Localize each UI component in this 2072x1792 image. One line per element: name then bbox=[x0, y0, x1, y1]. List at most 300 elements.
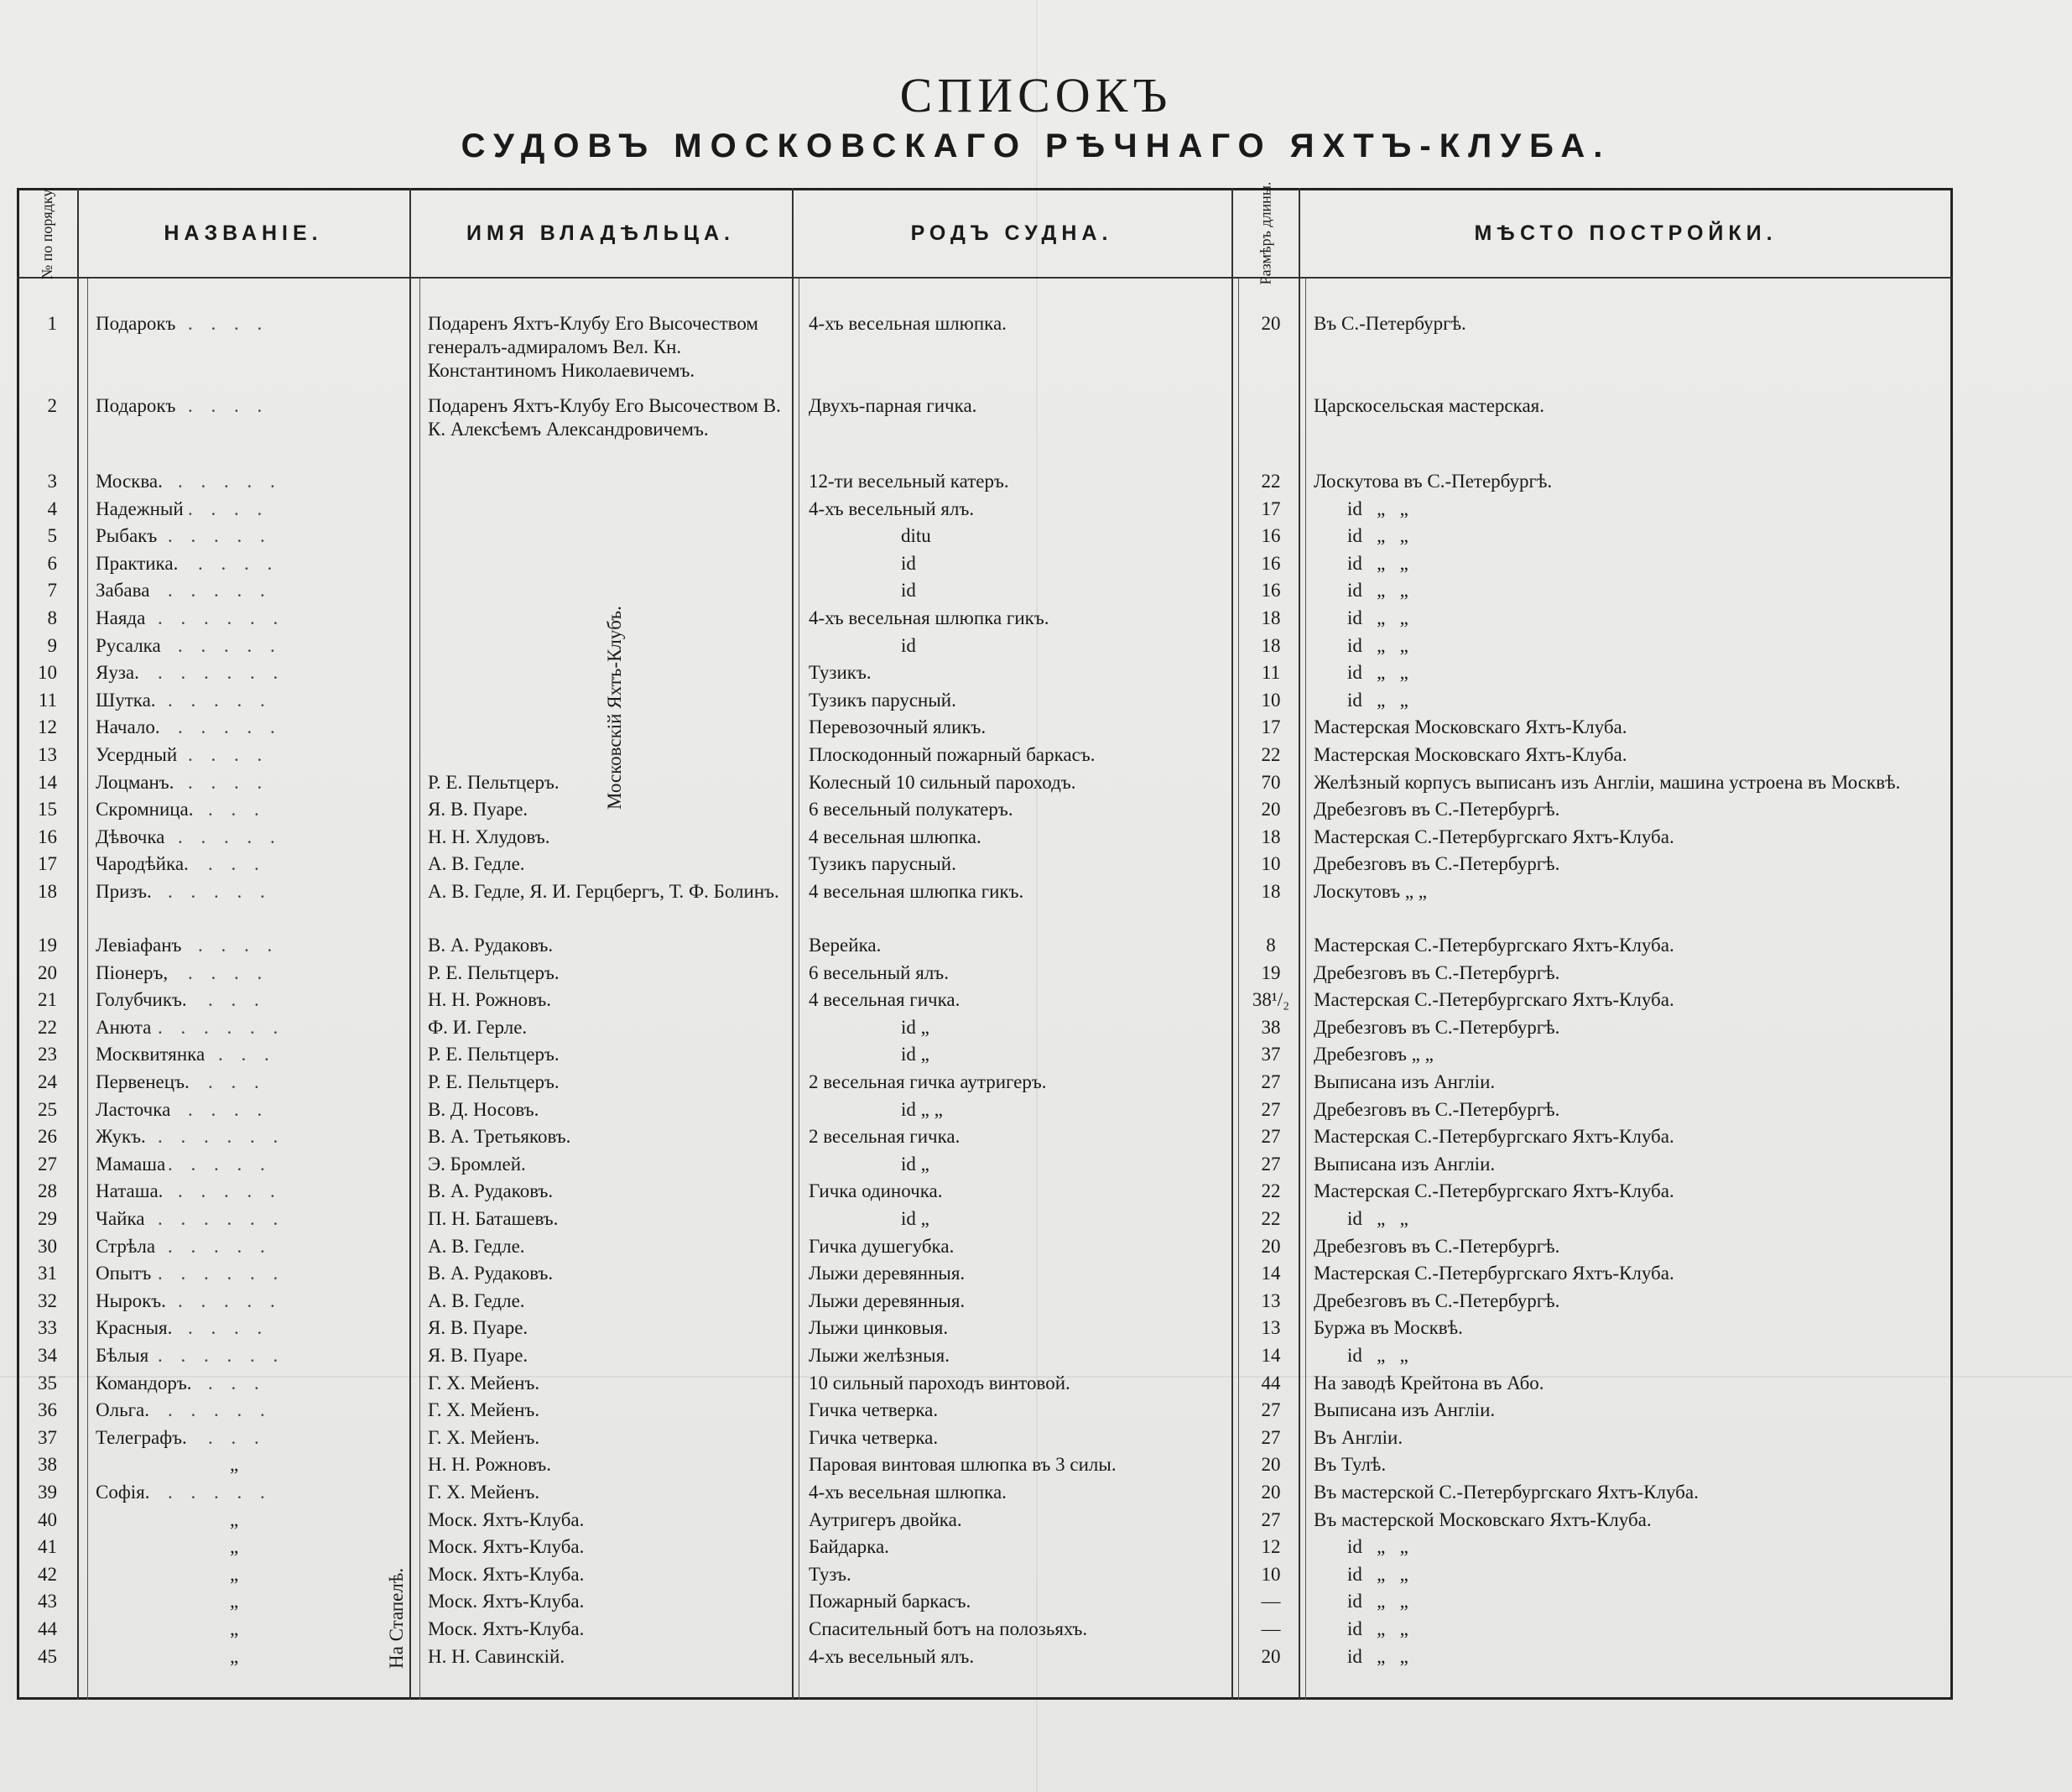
cell-place: id „ „ bbox=[1347, 634, 1408, 656]
cell-size: 22 bbox=[1261, 1208, 1281, 1229]
cell-owner: Г. Х. Мейенъ. bbox=[428, 1426, 540, 1448]
cell-no: 31 bbox=[38, 1263, 57, 1284]
cell-size: 38 bbox=[1261, 1016, 1281, 1038]
cell-no: 35 bbox=[38, 1372, 57, 1393]
cell-name: Ласточка bbox=[96, 1098, 171, 1120]
cell-name: Призъ. bbox=[96, 881, 152, 902]
cell-type: id bbox=[901, 580, 916, 602]
cell-name: „ bbox=[230, 1618, 239, 1639]
cell-size: 20 bbox=[1261, 1645, 1281, 1667]
cell-no: 38 bbox=[38, 1454, 57, 1476]
leader-dots: . . . . bbox=[188, 313, 269, 334]
cell-size: 38¹/₂ bbox=[1252, 989, 1290, 1011]
cell-owner: Я. В. Пуаре. bbox=[428, 1345, 528, 1366]
cell-type: id „ bbox=[901, 1208, 929, 1229]
cell-no: 40 bbox=[38, 1508, 57, 1530]
cell-size: 27 bbox=[1261, 1399, 1281, 1421]
cell-name: Скромница. bbox=[96, 799, 194, 820]
leader-dots: . . . . . . bbox=[158, 1126, 285, 1148]
cell-no: 16 bbox=[38, 826, 57, 847]
cell-owner: Моск. Яхтъ-Клуба. bbox=[428, 1591, 585, 1612]
leader-dots: . . . . . bbox=[168, 881, 272, 902]
cell-no: 17 bbox=[38, 853, 57, 875]
leader-dots: . . . . bbox=[198, 552, 279, 574]
cell-type: id „ „ bbox=[901, 1098, 943, 1120]
cell-type: ditu bbox=[901, 525, 931, 547]
cell-size: 11 bbox=[1261, 662, 1281, 684]
cell-size: 20 bbox=[1261, 1454, 1281, 1476]
cell-size: 22 bbox=[1261, 1180, 1281, 1202]
cell-type: Колесный 10 сильный пароходъ. bbox=[809, 771, 1076, 793]
cell-name: Нырокъ. bbox=[96, 1289, 166, 1311]
cell-place: id „ „ bbox=[1347, 1645, 1408, 1667]
cell-no: 36 bbox=[38, 1399, 57, 1421]
cell-place: id „ „ bbox=[1347, 662, 1408, 684]
cell-size: 20 bbox=[1261, 313, 1281, 334]
cell-owner: Моск. Яхтъ-Клуба. bbox=[428, 1618, 585, 1639]
cell-name: Опытъ bbox=[96, 1263, 152, 1284]
leader-dots: . . . bbox=[208, 1372, 266, 1393]
cell-owner: Моск. Яхтъ-Клуба. bbox=[428, 1563, 585, 1585]
cell-place: Дребезговъ въ С.-Петербургѣ. bbox=[1314, 1289, 1560, 1311]
cell-type: Гичка душегубка. bbox=[809, 1235, 955, 1257]
col-divider-no bbox=[77, 188, 79, 1700]
vessel-table bbox=[17, 181, 1953, 1700]
cell-name: Москвитянка bbox=[96, 1044, 206, 1065]
cell-owner: Н. Н. Хлудовъ. bbox=[428, 826, 550, 847]
cell-size: 10 bbox=[1261, 689, 1281, 711]
cell-size: 14 bbox=[1261, 1263, 1281, 1284]
cell-name: Анюта bbox=[96, 1016, 152, 1038]
cell-size: 20 bbox=[1261, 1235, 1281, 1257]
cell-name: Чайка bbox=[96, 1208, 145, 1229]
cell-no: 3 bbox=[47, 471, 57, 492]
cell-place: Дребезговъ въ С.-Петербургѣ. bbox=[1314, 1016, 1560, 1038]
cell-name: Жукъ. bbox=[96, 1126, 146, 1148]
cell-no: 18 bbox=[38, 881, 57, 902]
cell-name: Стрѣла bbox=[96, 1235, 156, 1257]
cell-place: На заводѣ Крейтона въ Або. bbox=[1314, 1372, 1544, 1393]
cell-size: 16 bbox=[1261, 580, 1281, 602]
col-divider-name bbox=[409, 188, 411, 1700]
cell-no: 20 bbox=[38, 961, 57, 983]
cell-name: „ bbox=[230, 1645, 239, 1667]
cell-size: 13 bbox=[1261, 1289, 1281, 1311]
cell-place: Мастерская С.-Петербургскаго Яхтъ-Клуба. bbox=[1314, 1126, 1674, 1148]
cell-place: id „ „ bbox=[1347, 525, 1408, 547]
cell-owner: Р. Е. Пельтцеръ. bbox=[428, 771, 560, 793]
cell-size: — bbox=[1261, 1618, 1281, 1639]
cell-name: Командоръ. bbox=[96, 1372, 192, 1393]
cell-place: Мастерская С.-Петербургскаго Яхтъ-Клуба. bbox=[1314, 1263, 1674, 1284]
leader-dots: . . . . bbox=[188, 497, 269, 519]
cell-owner: Моск. Яхтъ-Клуба. bbox=[428, 1536, 585, 1558]
cell-type: 12-ти весельный катеръ. bbox=[809, 471, 1009, 492]
cell-type: 2 весельная гичка аутригеръ. bbox=[809, 1071, 1047, 1092]
cell-no: 42 bbox=[38, 1563, 57, 1585]
cell-place: Мастерская Московскаго Яхтъ-Клуба. bbox=[1314, 716, 1627, 738]
cell-name: Рыбакъ bbox=[96, 525, 158, 547]
cell-owner: Я. В. Пуаре. bbox=[428, 799, 528, 820]
cell-size: 18 bbox=[1261, 826, 1281, 847]
cell-name: „ bbox=[230, 1563, 239, 1585]
cell-name: Софія. bbox=[96, 1482, 150, 1503]
leader-dots: . . . . . bbox=[168, 580, 272, 602]
cell-place: Выписана изъ Англіи. bbox=[1314, 1071, 1496, 1092]
cell-size: 18 bbox=[1261, 607, 1281, 628]
cell-type: 4 весельная шлюпка гикъ. bbox=[809, 881, 1024, 902]
cell-name: Усердный bbox=[96, 744, 178, 765]
cell-type: Верейка. bbox=[809, 935, 882, 956]
cell-owner: Подаренъ Яхтъ-Клубу Его Высочеством генералъ-адмираломъ Вел. Кн. Константиномъ Николаевичемъ. bbox=[428, 313, 758, 381]
header-no: № по порядку. bbox=[39, 186, 56, 280]
cell-size: 12 bbox=[1261, 1536, 1281, 1558]
cell-owner: А. В. Гедле. bbox=[428, 1235, 525, 1257]
cell-owner: Подаренъ Яхтъ-Клубу Его Высочеством В. К. Алексѣемъ Александровичемъ. bbox=[428, 395, 781, 440]
cell-name: „ bbox=[230, 1454, 239, 1476]
cell-place: id „ „ bbox=[1347, 1536, 1408, 1558]
cell-size: 27 bbox=[1261, 1098, 1281, 1120]
cell-no: 8 bbox=[47, 607, 57, 628]
cell-no: 1 bbox=[47, 313, 57, 334]
cell-type: Гичка четверка. bbox=[809, 1399, 939, 1421]
leader-dots: . . . . bbox=[188, 771, 269, 793]
leader-dots: . . . bbox=[218, 1044, 276, 1065]
cell-no: 34 bbox=[38, 1345, 57, 1366]
cell-name: „ bbox=[230, 1508, 239, 1530]
cell-no: 21 bbox=[38, 989, 57, 1011]
cell-owner: А. В. Гедле, Я. И. Герцбергъ, Т. Ф. Болинъ. bbox=[428, 881, 779, 902]
cell-place: Желѣзный корпусъ выписанъ изъ Англіи, машина устроена въ Москвѣ. bbox=[1314, 771, 1901, 793]
cell-name: Наташа. bbox=[96, 1180, 164, 1202]
cell-owner: Г. Х. Мейенъ. bbox=[428, 1399, 540, 1421]
cell-size: 70 bbox=[1261, 771, 1281, 793]
cell-type: Аутригеръ двойка. bbox=[809, 1508, 962, 1530]
header-size: Размѣръ длины. bbox=[1257, 181, 1274, 285]
leader-dots: . . . . bbox=[188, 1317, 269, 1339]
cell-name: Дѣвочка bbox=[96, 826, 165, 847]
cell-no: 23 bbox=[38, 1044, 57, 1065]
cell-type: Тузикъ парусный. bbox=[809, 853, 956, 875]
cell-name: Мамаша bbox=[96, 1153, 166, 1175]
cell-name: Чародѣйка. bbox=[96, 853, 189, 875]
cell-type: 4-хъ весельная шлюпка гикъ. bbox=[809, 607, 1049, 628]
group-label-slipway: На Стапелѣ. bbox=[386, 1567, 407, 1670]
leader-dots: . . . . . bbox=[178, 1180, 282, 1202]
group-label-club: Московскій Яхтъ-Клубъ. bbox=[604, 606, 625, 810]
cell-place: Дребезговъ въ С.-Петербургѣ. bbox=[1314, 799, 1560, 820]
cell-type: 4-хъ весельный ялъ. bbox=[809, 1645, 975, 1667]
cell-type: Лыжи деревянныя. bbox=[809, 1289, 966, 1311]
cell-no: 9 bbox=[47, 634, 57, 656]
cell-name: Голубчикъ. bbox=[96, 989, 187, 1011]
cell-owner: В. А. Третьяковъ. bbox=[428, 1126, 571, 1148]
leader-dots: . . . . . bbox=[178, 1289, 282, 1311]
cell-no: 7 bbox=[47, 580, 57, 602]
leader-dots: . . . . . bbox=[168, 1399, 272, 1421]
cell-owner: Н. Н. Рожновъ. bbox=[428, 1454, 551, 1476]
cell-place: Дребезговъ въ С.-Петербургѣ. bbox=[1314, 1235, 1560, 1257]
cell-type: Байдарка. bbox=[809, 1536, 889, 1558]
body-line-no bbox=[87, 279, 88, 1700]
cell-size: 18 bbox=[1261, 634, 1281, 656]
cell-place: Въ Тулѣ. bbox=[1314, 1454, 1387, 1476]
cell-place: id „ „ bbox=[1347, 689, 1408, 711]
cell-name: Шутка. bbox=[96, 689, 156, 711]
cell-no: 44 bbox=[38, 1618, 57, 1639]
cell-type: Тузикъ. bbox=[809, 662, 872, 684]
cell-size: 18 bbox=[1261, 881, 1281, 902]
cell-owner: П. Н. Баташевъ. bbox=[428, 1208, 559, 1229]
cell-place: Мастерская С.-Петербургскаго Яхтъ-Клуба. bbox=[1314, 935, 1674, 956]
header-divider bbox=[17, 277, 1953, 279]
cell-type: Гичка четверка. bbox=[809, 1426, 939, 1448]
cell-size: 27 bbox=[1261, 1071, 1281, 1092]
cell-no: 45 bbox=[38, 1645, 57, 1667]
cell-type: Лыжи деревянныя. bbox=[809, 1263, 966, 1284]
cell-name: Забава bbox=[96, 580, 150, 602]
cell-place: id „ „ bbox=[1347, 1563, 1408, 1585]
cell-no: 30 bbox=[38, 1235, 57, 1257]
leader-dots: . . . . . bbox=[168, 1235, 272, 1257]
cell-name: Начало. bbox=[96, 716, 160, 738]
cell-no: 37 bbox=[38, 1426, 57, 1448]
cell-size: 27 bbox=[1261, 1126, 1281, 1148]
leader-dots: . . . . bbox=[188, 744, 269, 765]
leader-dots: . . . . . bbox=[178, 634, 282, 656]
cell-place: id „ „ bbox=[1347, 1208, 1408, 1229]
cell-type: Лыжи желѣзныя. bbox=[809, 1345, 950, 1366]
cell-size: 13 bbox=[1261, 1317, 1281, 1339]
cell-no: 25 bbox=[38, 1098, 57, 1120]
leader-dots: . . . . bbox=[188, 961, 269, 983]
cell-place: id „ „ bbox=[1347, 607, 1408, 628]
cell-place: Мастерская С.-Петербургскаго Яхтъ-Клуба. bbox=[1314, 989, 1674, 1011]
cell-name: Русалка bbox=[96, 634, 161, 656]
cell-type: 4-хъ весельная шлюпка. bbox=[809, 1482, 1007, 1503]
cell-size: 27 bbox=[1261, 1153, 1281, 1175]
cell-owner: В. Д. Носовъ. bbox=[428, 1098, 539, 1120]
header-name: НАЗВАНІЕ. bbox=[164, 221, 323, 245]
cell-place: Выписана изъ Англіи. bbox=[1314, 1399, 1496, 1421]
leader-dots: . . . . bbox=[198, 935, 279, 956]
cell-place: id „ „ bbox=[1347, 580, 1408, 602]
cell-no: 22 bbox=[38, 1016, 57, 1038]
cell-no: 29 bbox=[38, 1208, 57, 1229]
cell-place: Дребезговъ въ С.-Петербургѣ. bbox=[1314, 853, 1560, 875]
col-divider-type bbox=[1231, 188, 1233, 1700]
leader-dots: . . . . . . bbox=[158, 607, 285, 628]
cell-owner: Г. Х. Мейенъ. bbox=[428, 1482, 540, 1503]
leader-dots: . . . bbox=[208, 989, 266, 1011]
leader-dots: . . . bbox=[208, 1426, 266, 1448]
cell-owner: Э. Бромлей. bbox=[428, 1153, 526, 1175]
cell-no: 27 bbox=[38, 1153, 57, 1175]
cell-type: Перевозочный яликъ. bbox=[809, 716, 987, 738]
cell-owner: Н. Н. Савинскій. bbox=[428, 1645, 565, 1667]
cell-place: Въ Англіи. bbox=[1314, 1426, 1403, 1448]
cell-no: 2 bbox=[47, 395, 57, 416]
cell-type: 10 сильный пароходъ винтовой. bbox=[809, 1372, 1070, 1393]
cell-place: Лоскутовъ „ „ bbox=[1314, 881, 1428, 902]
cell-owner: Я. В. Пуаре. bbox=[428, 1317, 528, 1339]
cell-name: Практика. bbox=[96, 552, 179, 574]
cell-name: Красныя. bbox=[96, 1317, 173, 1339]
cell-owner: Ф. И. Герле. bbox=[428, 1016, 528, 1038]
cell-no: 11 bbox=[38, 689, 57, 711]
cell-type: 4 весельная шлюпка. bbox=[809, 826, 981, 847]
cell-size: 10 bbox=[1261, 853, 1281, 875]
cell-name: Москва. bbox=[96, 471, 163, 492]
cell-owner: Н. Н. Рожновъ. bbox=[428, 989, 551, 1011]
cell-owner: Р. Е. Пельтцеръ. bbox=[428, 961, 560, 983]
leader-dots: . . . . . bbox=[178, 471, 282, 492]
cell-owner: А. В. Гедле. bbox=[428, 1289, 525, 1311]
cell-place: id „ „ bbox=[1347, 497, 1408, 519]
cell-name: Левіафанъ bbox=[96, 935, 182, 956]
cell-no: 10 bbox=[38, 662, 57, 684]
cell-place: Въ С.-Петербургѣ. bbox=[1314, 313, 1466, 334]
cell-type: 6 весельный полукатеръ. bbox=[809, 799, 1013, 820]
cell-owner: В. А. Рудаковъ. bbox=[428, 1180, 554, 1202]
cell-name: Наяда bbox=[96, 607, 146, 628]
cell-place: Дребезговъ въ С.-Петербургѣ. bbox=[1314, 1098, 1560, 1120]
cell-type: 6 весельный ялъ. bbox=[809, 961, 949, 983]
leader-dots: . . . . . . bbox=[158, 1016, 285, 1038]
cell-place: id „ „ bbox=[1347, 1618, 1408, 1639]
leader-dots: . . . . . . bbox=[158, 1208, 285, 1229]
cell-type: 4-хъ весельная шлюпка. bbox=[809, 313, 1007, 334]
cell-owner: В. А. Рудаковъ. bbox=[428, 935, 554, 956]
page-title: СПИСОКЪ bbox=[899, 68, 1173, 122]
header-type: РОДЪ СУДНА. bbox=[910, 221, 1113, 245]
cell-size: 10 bbox=[1261, 1563, 1281, 1585]
page-subtitle: СУДОВЪ МОСКОВСКАГО РѢЧНАГО ЯХТЪ-КЛУБА. bbox=[461, 128, 1611, 164]
leader-dots: . . . bbox=[208, 1071, 266, 1092]
cell-no: 43 bbox=[38, 1591, 57, 1612]
cell-size: 14 bbox=[1261, 1345, 1281, 1366]
cell-size: 19 bbox=[1261, 961, 1281, 983]
cell-owner: А. В. Гедле. bbox=[428, 853, 525, 875]
cell-type: Тузъ. bbox=[809, 1563, 851, 1585]
cell-no: 13 bbox=[38, 744, 57, 765]
body-line-size bbox=[1305, 279, 1306, 1700]
cell-name: Телеграфъ. bbox=[96, 1426, 187, 1448]
cell-size: 16 bbox=[1261, 525, 1281, 547]
cell-place: Буржа въ Москвѣ. bbox=[1314, 1317, 1463, 1339]
header-owner: ИМЯ ВЛАДѢЛЬЦА. bbox=[466, 221, 735, 245]
cell-size: 8 bbox=[1266, 935, 1276, 956]
cell-size: 17 bbox=[1261, 716, 1281, 738]
cell-place: Лоскутова въ С.-Петербургѣ. bbox=[1314, 471, 1553, 492]
cell-type: id „ bbox=[901, 1016, 929, 1038]
cell-no: 15 bbox=[38, 799, 57, 820]
body-line-name bbox=[419, 279, 420, 1700]
cell-place: Мастерская С.-Петербургскаго Яхтъ-Клуба. bbox=[1314, 1180, 1674, 1202]
cell-name: Піонеръ, bbox=[96, 961, 169, 983]
cell-owner: Моск. Яхтъ-Клуба. bbox=[428, 1508, 585, 1530]
leader-dots: . . . . bbox=[188, 395, 269, 416]
cell-place: id „ „ bbox=[1347, 1345, 1408, 1366]
cell-size: — bbox=[1261, 1591, 1281, 1612]
cell-no: 6 bbox=[47, 552, 57, 574]
leader-dots: . . . . . bbox=[168, 1153, 272, 1175]
cell-name: Ольга. bbox=[96, 1399, 149, 1421]
cell-no: 5 bbox=[47, 525, 57, 547]
cell-no: 12 bbox=[38, 716, 57, 738]
cell-size: 20 bbox=[1261, 799, 1281, 820]
cell-size: 27 bbox=[1261, 1426, 1281, 1448]
leader-dots: . . . . . bbox=[178, 826, 282, 847]
cell-type: Спасительный ботъ на полозьяхъ. bbox=[809, 1618, 1088, 1639]
cell-no: 28 bbox=[38, 1180, 57, 1202]
cell-type: Плоскодонный пожарный баркасъ. bbox=[809, 744, 1096, 765]
cell-size: 17 bbox=[1261, 497, 1281, 519]
cell-place: Царскосельская мастерская. bbox=[1314, 395, 1544, 416]
cell-type: id bbox=[901, 552, 916, 574]
cell-no: 39 bbox=[38, 1482, 57, 1503]
cell-type: Паровая винтовая шлюпка въ 3 силы. bbox=[809, 1454, 1117, 1476]
cell-type: Двухъ-парная гичка. bbox=[809, 395, 977, 416]
cell-place: id „ „ bbox=[1347, 1591, 1408, 1612]
cell-place: Въ мастерской Московскаго Яхтъ-Клуба. bbox=[1314, 1508, 1652, 1530]
cell-no: 14 bbox=[38, 771, 57, 793]
leader-dots: . . . . . . bbox=[158, 1263, 285, 1284]
cell-size: 22 bbox=[1261, 471, 1281, 492]
cell-type: 4-хъ весельный ялъ. bbox=[809, 497, 975, 519]
leader-dots: . . . . . bbox=[168, 525, 272, 547]
cell-name: Бѣлыя bbox=[96, 1345, 149, 1366]
cell-name: Подарокъ bbox=[96, 395, 176, 416]
cell-size: 22 bbox=[1261, 744, 1281, 765]
leader-dots: . . . . . bbox=[178, 716, 282, 738]
cell-no: 24 bbox=[38, 1071, 57, 1092]
header-place: МѢСТО ПОСТРОЙКИ. bbox=[1474, 221, 1778, 245]
cell-place: Мастерская С.-Петербургскаго Яхтъ-Клуба. bbox=[1314, 826, 1674, 847]
cell-no: 4 bbox=[47, 497, 57, 519]
cell-type: Тузикъ парусный. bbox=[809, 689, 956, 711]
cell-type: 2 весельная гичка. bbox=[809, 1126, 961, 1148]
leader-dots: . . . . . . bbox=[158, 662, 285, 684]
cell-no: 33 bbox=[38, 1317, 57, 1339]
cell-owner: Р. Е. Пельтцеръ. bbox=[428, 1044, 560, 1065]
cell-place: Въ мастерской С.-Петербургскаго Яхтъ-Клуба. bbox=[1314, 1482, 1699, 1503]
cell-name: „ bbox=[230, 1591, 239, 1612]
cell-name: Яуза. bbox=[96, 662, 139, 684]
leader-dots: . . . bbox=[208, 799, 266, 820]
cell-name: Подарокъ bbox=[96, 313, 176, 334]
cell-name: Надежный bbox=[96, 497, 184, 519]
cell-place: id „ „ bbox=[1347, 552, 1408, 574]
cell-type: id „ bbox=[901, 1153, 929, 1175]
cell-type: id „ bbox=[901, 1044, 929, 1065]
cell-place: Мастерская Московскаго Яхтъ-Клуба. bbox=[1314, 744, 1627, 765]
leader-dots: . . . . . . bbox=[158, 1345, 285, 1366]
cell-no: 19 bbox=[38, 935, 57, 956]
cell-type: id bbox=[901, 634, 916, 656]
cell-size: 37 bbox=[1261, 1044, 1281, 1065]
cell-type: Лыжи цинковыя. bbox=[809, 1317, 949, 1339]
leader-dots: . . . . . bbox=[168, 1482, 272, 1503]
cell-owner: В. А. Рудаковъ. bbox=[428, 1263, 554, 1284]
cell-name: Первенецъ. bbox=[96, 1071, 190, 1092]
cell-size: 16 bbox=[1261, 552, 1281, 574]
cell-size: 27 bbox=[1261, 1508, 1281, 1530]
cell-size: 44 bbox=[1261, 1372, 1281, 1393]
cell-type: Гичка одиночка. bbox=[809, 1180, 943, 1202]
cell-no: 41 bbox=[38, 1536, 57, 1558]
cell-name: „ bbox=[230, 1536, 239, 1558]
